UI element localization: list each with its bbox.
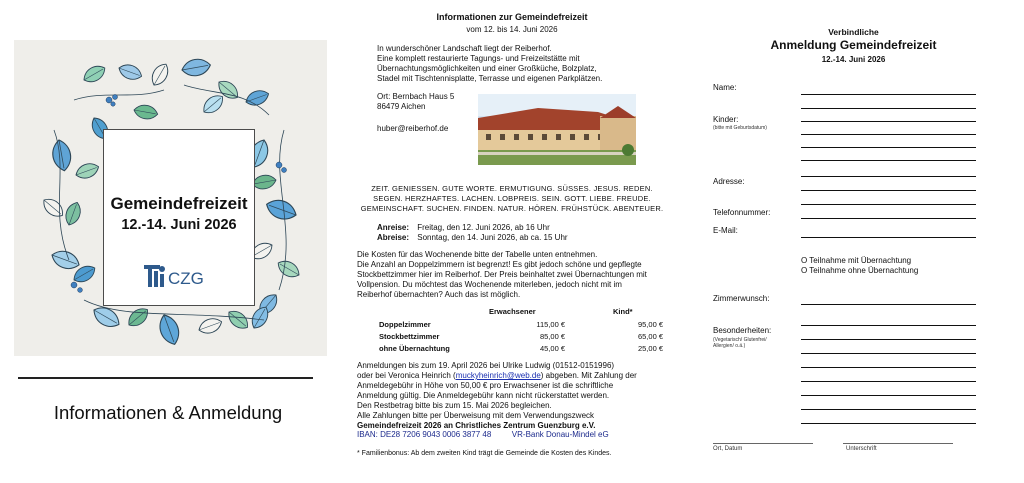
phone-label: Telefonnummer: [713,208,771,217]
form-dates: 12.-14. Juni 2026 [821,55,886,64]
name-field-2[interactable] [801,108,976,109]
price-adult: 115,00 € [536,320,565,329]
room-label: Zimmerwunsch: [713,294,770,303]
special-field[interactable] [801,423,976,424]
reg-line: Anmeldegebühr in Höhe von 50,00 € pro Erwachsener ist die schriftliche [357,381,614,390]
cover-illustration [14,40,327,356]
registration-text [357,361,677,431]
special-field[interactable] [801,395,976,396]
option-without-overnight[interactable]: O Teilnahme ohne Übernachtung [801,266,919,275]
family-bonus-footnote: * Familienbonus: Ab dem zweiten Kind trägt die Gemeinde die Kosten des Kindes. [357,450,612,457]
name-field[interactable] [801,94,976,95]
cover-subtitle: Informationen & Anmeldung [53,402,283,423]
children-label: Kinder: [713,115,739,124]
address-field[interactable] [801,176,976,177]
intro-line: Stadel mit Tischtennisplatte, Terrasse und eigenen Parkplätzen. [377,74,603,83]
reg-line: Alle Zahlungen bitte per Überweisung mit dem Verwendungszweck [357,411,595,420]
email-field[interactable] [801,237,976,238]
cover-title: Gemeindefreizeit [110,194,248,213]
special-field[interactable] [801,381,976,382]
reg-line-post: ) abgeben. Mit Zahlung der [540,371,637,380]
registration-form [683,0,1024,483]
reiberhof-photo [478,94,636,165]
col-header-child: Kind* [613,307,633,316]
info-title: Informationen zur Gemeindefreizeit [436,12,588,22]
motto-line: SEGEN. HERZHAFTES. LACHEN. LOBPREIS. SEIN. GOTT. LIEBE. FREUDE. [373,194,651,203]
departure-text: Sonntag, den 14. Juni 2026, ab ca. 15 Uhr [417,233,568,242]
reg-line-purpose: Gemeindefreizeit 2026 an Christliches Zentrum Guenzburg e.V. [357,421,596,430]
logo-text: CZG [168,269,204,288]
price-child: 25,00 € [637,344,663,353]
intro-text [377,44,667,84]
iban: IBAN: DE28 7206 9043 0006 3877 48 [357,430,492,439]
contact-email-link[interactable]: muckyheinrich@web.de [455,371,541,380]
intro-line: In wunderschöner Landschaft liegt der Reiberhof. [377,44,552,53]
bank-details [357,430,609,440]
phone-field[interactable] [801,218,976,219]
price-child: 95,00 € [637,320,663,329]
form-title: Anmeldung Gemeindefreizeit [770,38,937,52]
place-date-field[interactable] [713,443,813,444]
children-note: (bitte mit Geburtsdatum) [713,125,767,131]
room-type: ohne Übernachtung [379,344,450,353]
children-field[interactable] [801,147,976,148]
bank-name: VR-Bank Donau-Mindel eG [511,430,609,439]
departure-row [377,233,568,243]
departure-label: Abreise: [377,233,410,242]
czg-logo-icon [142,260,222,290]
costs-line: Die Kosten für das Wochenende bitte der Tabelle unten entnehmen. [357,250,598,259]
address-field[interactable] [801,204,976,205]
email-label: E-Mail: [713,226,738,235]
arrival-label: Anreise: [377,223,410,232]
special-field[interactable] [801,367,976,368]
children-field[interactable] [801,160,976,161]
motto-line: ZEIT. GENIESSEN. GUTE WORTE. ERMUTIGUNG. SÜSSES. JESUS. REDEN. [371,184,653,193]
table-row [377,320,667,332]
price-adult: 45,00 € [539,344,565,353]
cover-dates: 12.-14. Juni 2026 [121,217,237,233]
special-label: Besonderheiten: [713,326,772,335]
address-label: Adresse: [713,177,745,186]
arrival-row [377,223,568,233]
table-row [377,344,667,356]
arrival-text: Freitag, den 12. Juni 2026, ab 16 Uhr [417,223,550,232]
cover-panel [0,0,341,483]
col-header-adult: Erwachsener [489,307,536,316]
costs-line: Vollpension. Du möchtest das Wochenende miterleben, jedoch nicht mit im [357,280,622,289]
children-field[interactable] [801,134,976,135]
address [377,92,454,112]
venue-email[interactable]: huber@reiberhof.de [377,124,449,133]
motto [341,184,683,214]
option-with-overnight[interactable]: O Teilnahme mit Übernachtung [801,256,912,265]
reg-line: Den Restbetrag bitte bis zum 15. Mai 2026 begleichen. [357,401,552,410]
intro-line: Übernachtungsmöglichkeiten und einer Großküche, Bolzplatz, [377,64,597,73]
table-row [377,332,667,344]
special-field[interactable] [801,353,976,354]
address-line: Ort: Bernbach Haus 5 [377,92,455,101]
name-label: Name: [713,83,737,92]
info-panel [341,0,683,483]
special-field[interactable] [801,409,976,410]
room-type: Doppelzimmer [379,320,431,329]
special-field[interactable] [801,339,976,340]
reg-line: Anmeldung gültig. Die Anmeldegebühr kann nicht rückerstattet werden. [357,391,610,400]
costs-line: Reiberhof übernachten? Auch das ist möglich. [357,290,521,299]
costs-line: Stockbettzimmer hier im Reiberhof. Der Preis beinhaltet zwei Übernachtungen mit [357,270,647,279]
special-field[interactable] [801,325,976,326]
info-dates: vom 12. bis 14. Juni 2026 [466,25,558,34]
signature-label: Unterschrift [846,446,877,452]
form-pre-title: Verbindliche [828,27,879,37]
costs-line: Die Anzahl an Doppelzimmern ist begrenzt! Es gibt jedoch schöne und gepflegte [357,260,642,269]
reg-line-pre: oder bei Veronica Heinrich ( [357,371,456,380]
divider [18,377,313,379]
room-type: Stockbettzimmer [379,332,440,341]
place-date-label: Ort, Datum [713,446,743,452]
address-field[interactable] [801,190,976,191]
children-field[interactable] [801,121,976,122]
reg-line [357,371,677,381]
costs-text [357,250,677,300]
price-child: 65,00 € [637,332,663,341]
cover-title-box [103,129,255,306]
travel-times [377,223,568,243]
motto-line: GEMEINSCHAFT. SUCHEN. FINDEN. NATUR. HÖREN. FRÜHSTÜCK. ABENTEUER. [360,204,664,213]
signature-field[interactable] [843,443,953,444]
intro-line: Eine komplett restaurierte Tagungs- und Freizeitstätte mit [377,54,580,63]
price-adult: 85,00 € [539,332,565,341]
room-field[interactable] [801,304,976,305]
special-note: (Vegetarisch/ Glutenfrei/ Allergien/ o.ä.) [713,337,767,349]
address-line: 86479 Aichen [377,102,426,111]
reg-line: Anmeldungen bis zum 19. April 2026 bei Ulrike Ludwig (01512-0151996) [357,361,615,370]
